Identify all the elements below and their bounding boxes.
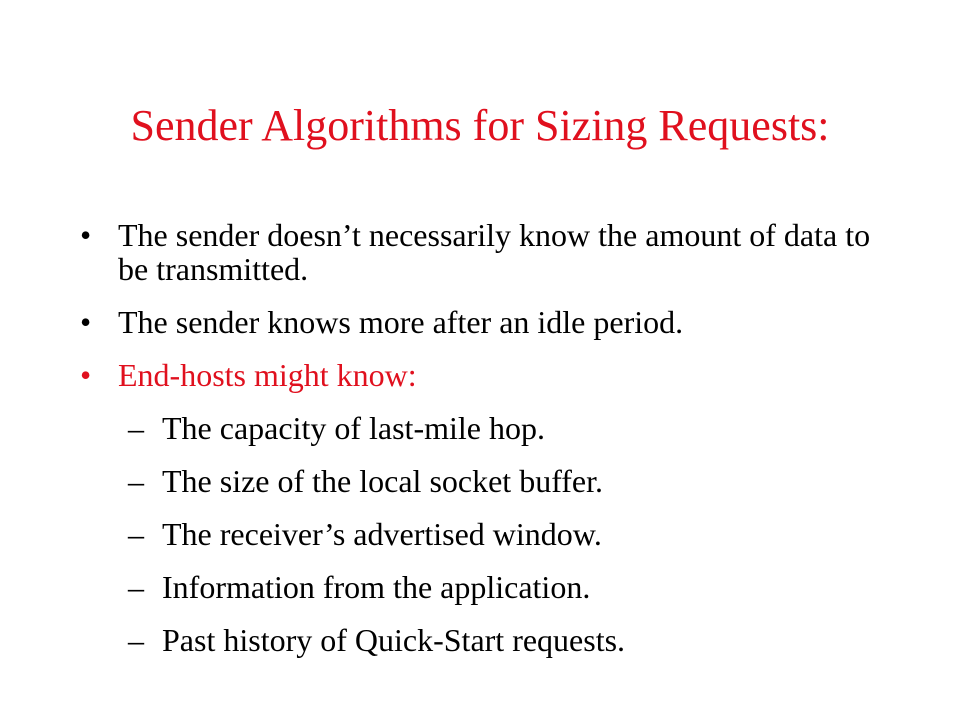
bullet-item <box>72 218 872 286</box>
sub-bullet-item <box>72 411 872 445</box>
sub-bullet-marker: – <box>128 516 144 552</box>
sub-bullet-item <box>72 464 872 498</box>
bullet-marker: • <box>80 217 92 253</box>
bullet-marker: • <box>80 357 92 393</box>
bullet-marker: • <box>80 304 92 340</box>
bullet-item-highlighted <box>72 358 872 392</box>
sub-bullet-marker: – <box>128 569 144 605</box>
sub-bullet-marker: – <box>128 463 144 499</box>
sub-bullet-text: Past history of Quick-Start requests. <box>162 622 626 658</box>
bullet-text: The sender knows more after an idle period. <box>118 304 684 340</box>
sub-bullet-text: The size of the local socket buffer. <box>162 463 604 499</box>
bullet-item <box>72 305 872 339</box>
sub-bullet-marker: – <box>128 622 144 658</box>
bullet-text: The sender doesn’t necessarily know the amount of data to be transmitted. <box>118 217 871 287</box>
sub-bullet-text: The receiver’s advertised window. <box>162 516 602 552</box>
bullet-list <box>72 218 872 676</box>
sub-bullet-marker: – <box>128 410 144 446</box>
sub-bullet-item <box>72 570 872 604</box>
slide-title: Sender Algorithms for Sizing Requests: <box>130 101 830 150</box>
sub-bullet-item <box>72 517 872 551</box>
sub-bullet-text: Information from the application. <box>162 569 591 605</box>
sub-bullet-item <box>72 623 872 657</box>
bullet-text: End-hosts might know: <box>118 357 417 393</box>
sub-bullet-text: The capacity of last-mile hop. <box>162 410 545 446</box>
